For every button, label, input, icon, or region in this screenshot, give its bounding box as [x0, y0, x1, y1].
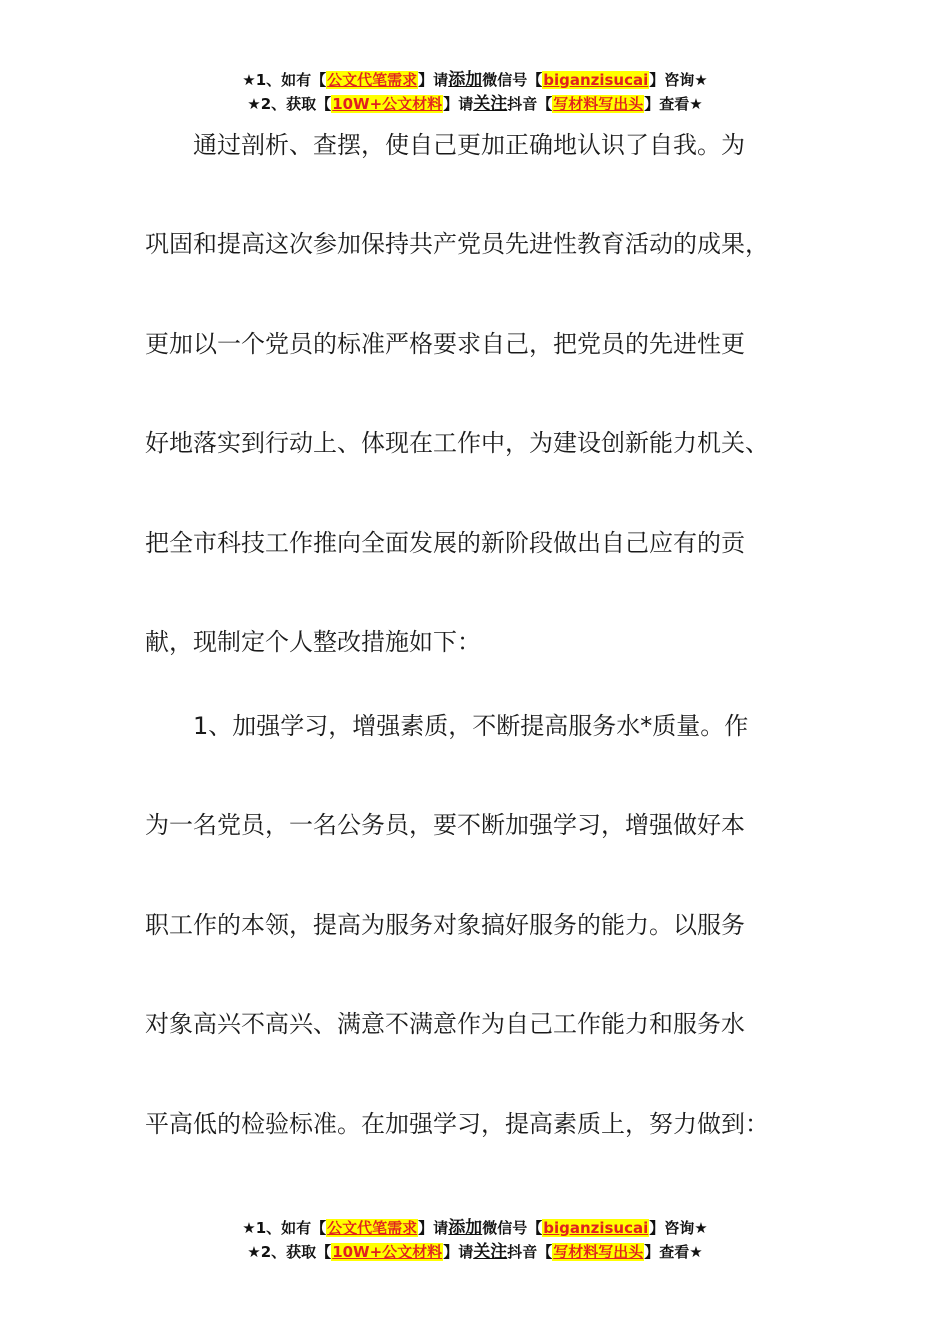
paragraph-line: 更加以一个党员的标准严格要求自己，把党员的先进性更	[145, 330, 745, 358]
promo-text: 】咨询★	[649, 1219, 708, 1237]
footer-promo-line-1	[0, 1216, 950, 1240]
promo-wechat-id: biganzisucai	[543, 1219, 649, 1237]
promo-text: 】请	[418, 1219, 449, 1237]
promo-emphasis: 关注	[473, 94, 508, 114]
paragraph-line: 把全市科技工作推向全面发展的新阶段做出自己应有的贡	[145, 529, 745, 557]
promo-text: 】查看★	[644, 1243, 703, 1261]
promo-text: 抖音【	[507, 1243, 553, 1261]
promo-text: 】请	[443, 1243, 474, 1261]
promo-highlight: 10W+公文材料	[332, 1243, 443, 1261]
footer-promo-banner	[0, 1216, 950, 1264]
footer-promo-line-2	[0, 1240, 950, 1264]
promo-text: ★2、获取【	[247, 1243, 332, 1261]
paragraph-line: 对象高兴不高兴、满意不满意作为自己工作能力和服务水	[145, 1010, 745, 1038]
paragraph-line: 平高低的检验标准。在加强学习，提高素质上，努力做到：	[145, 1110, 769, 1138]
promo-text: ★1、如有【	[242, 71, 327, 89]
promo-wechat-id: biganzisucai	[543, 71, 649, 89]
promo-emphasis: 添加	[448, 70, 483, 90]
promo-text: ★1、如有【	[242, 1219, 327, 1237]
promo-text: ★2、获取【	[247, 95, 332, 113]
promo-text: 抖音【	[507, 95, 553, 113]
promo-text: 微信号【	[482, 1219, 543, 1237]
paragraph-line: 为一名党员，一名公务员，要不断加强学习，增强做好本	[145, 811, 745, 839]
header-promo-line-2	[0, 92, 950, 116]
header-promo-line-1	[0, 68, 950, 92]
paragraph-line: 职工作的本领，提高为服务对象搞好服务的能力。以服务	[145, 911, 745, 939]
promo-highlight: 公文代笔需求	[327, 71, 418, 89]
paragraph-line: 1、加强学习，增强素质，不断提高服务水*质量。作	[193, 712, 749, 740]
paragraph-line: 献，现制定个人整改措施如下：	[145, 628, 481, 656]
promo-text: 】咨询★	[649, 71, 708, 89]
header-promo-banner	[0, 68, 950, 116]
promo-emphasis: 关注	[473, 1242, 508, 1262]
promo-text: 】查看★	[644, 95, 703, 113]
promo-text: 】请	[418, 71, 449, 89]
promo-text: 微信号【	[482, 71, 543, 89]
promo-emphasis: 添加	[448, 1218, 483, 1238]
paragraph-line: 好地落实到行动上、体现在工作中，为建设创新能力机关、	[145, 429, 769, 457]
promo-douyin-id: 写材料写出头	[553, 95, 644, 113]
promo-highlight: 10W+公文材料	[332, 95, 443, 113]
promo-text: 】请	[443, 95, 474, 113]
promo-highlight: 公文代笔需求	[327, 1219, 418, 1237]
paragraph-line: 巩固和提高这次参加保持共产党员先进性教育活动的成果，	[145, 230, 769, 258]
paragraph-line: 通过剖析、查摆，使自己更加正确地认识了自我。为	[193, 131, 745, 159]
promo-douyin-id: 写材料写出头	[553, 1243, 644, 1261]
